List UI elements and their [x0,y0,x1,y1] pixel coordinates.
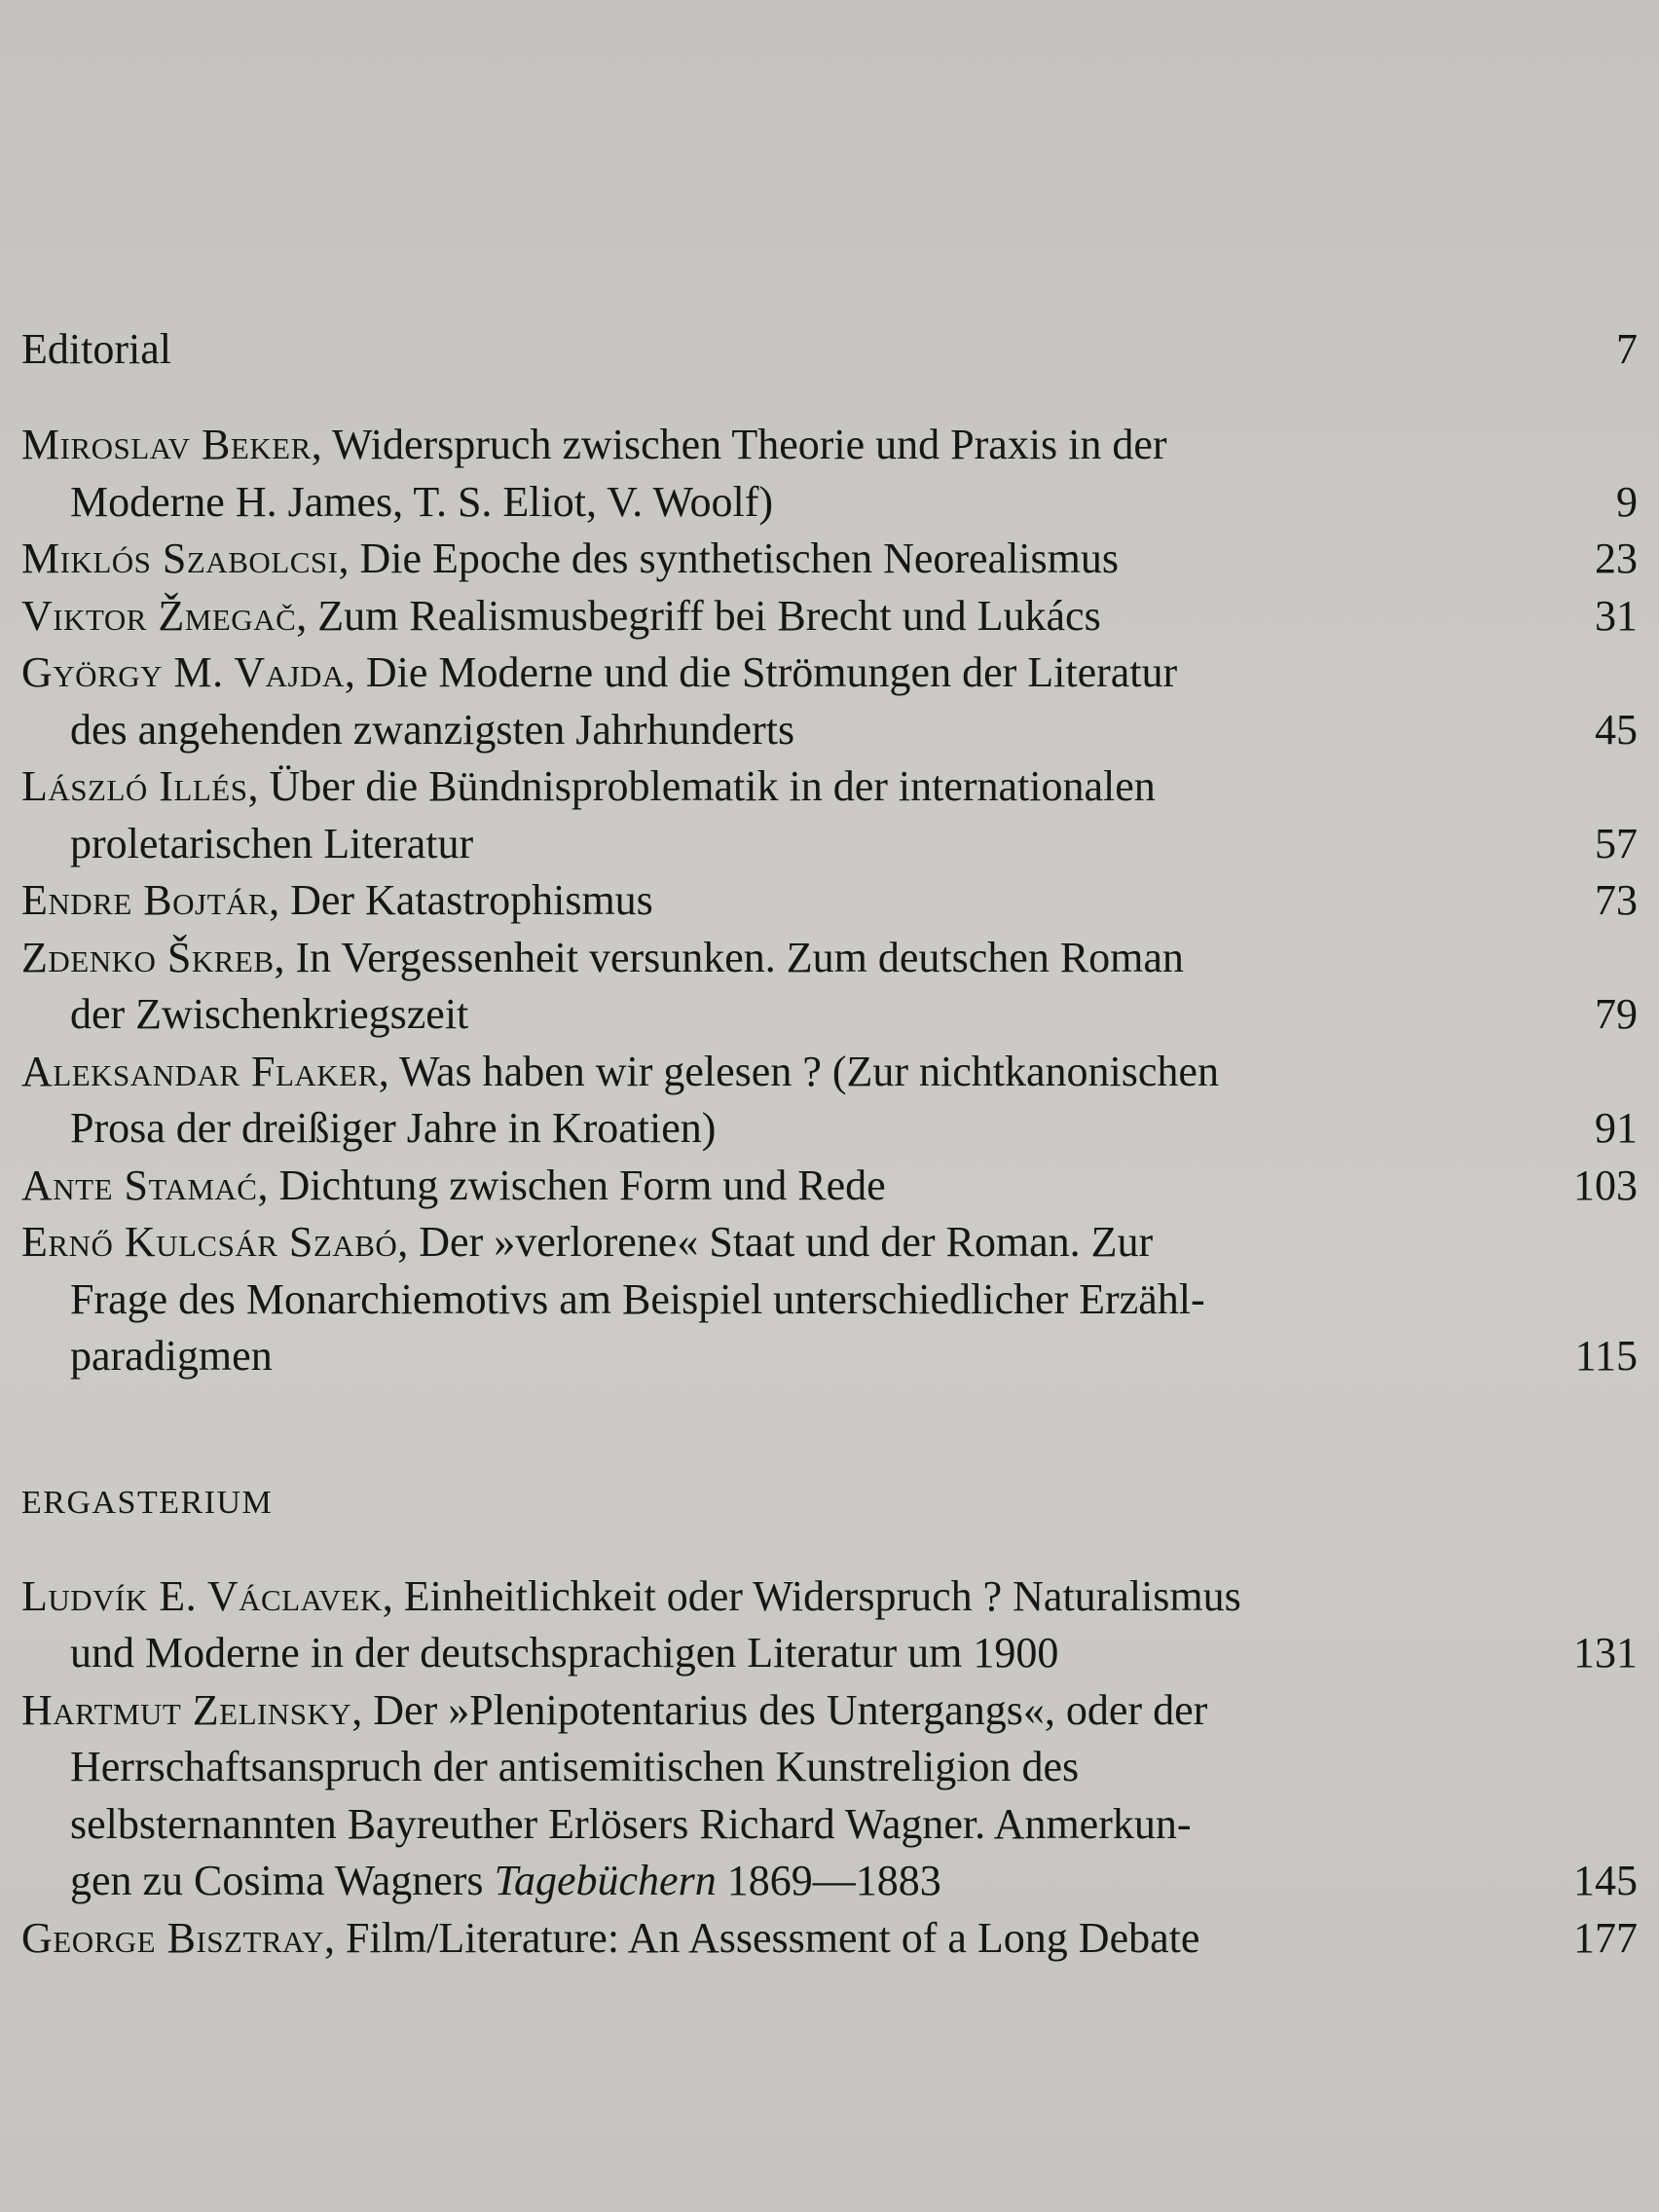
toc-entry: György M. Vajda, Die Moderne und die Strömungen der Literatur des angehenden zwanzigsten Jahrhunderts 45 [21,645,1638,758]
entry-title-line: Der »Plenipotentarius des Untergangs«, oder der [373,1685,1208,1734]
author-name: Ludvík E. Václavek [21,1571,383,1620]
toc-entry: Ludvík E. Václavek, Einheitlichkeit oder Widerspruch ? Naturalismus und Moderne in der deutschsprachigen Literatur um 1900 131 [21,1568,1638,1682]
entry-title-line: Die Epoche des synthetischen Neorealismus [359,535,1119,582]
toc-entry: Hartmut Zelinsky, Der »Plenipotentarius des Untergangs«, oder der Herrschaftsanspruch der antisemitischen Kunstreligion des selbsternannten Bayreuther Erlösers Richard Wagner. Anmerkun- gen zu Cosima Wagners Tagebüchern 1869—1883 145 [21,1682,1638,1910]
author-name: Aleksandar Flaker [21,1047,379,1095]
author-name: Viktor Žmegač [21,591,297,640]
entry-title-line: und Moderne in der deutschsprachigen Literatur um 1900 [70,1629,1059,1677]
toc-entry: Ernő Kulcsár Szabó, Der »verlorene« Staat und der Roman. Zur Frage des Monarchiemotivs am Beispiel unterschiedlicher Erzähl- paradigmen 115 [21,1214,1638,1385]
author-name: George Bisztray [21,1913,324,1962]
author-name: György M. Vajda [21,648,345,696]
toc-entry: László Illés, Über die Bündnisproblematik in der internationalen proletarischen Literatur 57 [21,758,1638,872]
page-number: 115 [1574,1332,1638,1380]
page-number: 145 [1573,1857,1638,1904]
page-number: 91 [1595,1104,1638,1152]
page-number: 131 [1573,1629,1638,1677]
entry-title-line: Film/Literature: An Assessment of a Long Debate [346,1913,1200,1962]
page-number: 79 [1595,990,1638,1038]
toc-entry-editorial [21,321,1638,378]
page-number: 73 [1595,876,1638,924]
entry-title-line: proletarischen Literatur [70,819,474,867]
author-name: László Illés [21,762,248,810]
page-number: 103 [1573,1161,1638,1209]
author-name: Endre Bojtár [21,876,270,924]
entry-title-line: der Zwischenkriegszeit [70,990,469,1038]
toc-entries [21,417,1638,1385]
entry-title-line: selbsternannten Bayreuther Erlösers Richard Wagner. Anmerkun- [70,1799,1192,1848]
author-name: Hartmut Zelinsky [21,1685,352,1734]
entry-title-line: gen zu Cosima Wagners [70,1857,484,1904]
entry-title-line: Dichtung zwischen Form und Rede [278,1161,886,1209]
entry-title-line: paradigmen [70,1332,273,1380]
page-number: 177 [1573,1913,1638,1962]
editorial-title: Editorial [21,325,171,373]
entry-title-line: Der »verlorene« Staat und der Roman. Zur [419,1218,1154,1266]
author-name: Ante Stamać [21,1161,258,1209]
toc-entry: Zdenko Škreb, In Vergessenheit versunken. Zum deutschen Roman der Zwischenkriegszeit 79 [21,930,1638,1044]
entry-title-line: Frage des Monarchiemotivs am Beispiel unterschiedlicher Erzähl- [70,1274,1205,1323]
toc-entry: Endre Bojtár, Der Katastrophismus 73 [21,872,1638,930]
italic-title: Tagebüchern [494,1857,717,1904]
table-of-contents [21,321,1638,1967]
section-heading: ERGASTERIUM [21,1484,274,1521]
entry-title-line: Der Katastrophismus [290,876,653,924]
author-name: Zdenko Škreb [21,933,275,981]
toc-entry: Viktor Žmegač, Zum Realismusbegriff bei Brecht und Lukács 31 [21,588,1638,645]
entry-title-line: In Vergessenheit versunken. Zum deutschen Roman [295,933,1184,981]
page-number: 7 [1616,325,1638,373]
entry-title-line: Widerspruch zwischen Theorie und Praxis in der [331,421,1167,468]
page-number: 31 [1595,591,1638,640]
entry-title-line: Moderne H. James, T. S. Eliot, V. Woolf) [70,477,774,526]
page-number: 57 [1595,819,1638,867]
entry-title-line: Was haben wir gelesen ? (Zur nichtkanonischen [399,1047,1219,1095]
author-name: Miklós Szabolcsi [21,535,339,582]
toc-entry: George Bisztray, Film/Literature: An Assessment of a Long Debate 177 [21,1910,1638,1968]
toc-entry: Miroslav Beker, Widerspruch zwischen Theorie und Praxis in der Moderne H. James, T. S. Eliot, V. Woolf) 9 [21,417,1638,531]
entry-title-line: Über die Bündnisproblematik in der internationalen [269,762,1156,810]
toc-entry: Aleksandar Flaker, Was haben wir gelesen ? (Zur nichtkanonischen Prosa der dreißiger Jahre in Kroatien) 91 [21,1044,1638,1158]
toc-entry: Ante Stamać, Dichtung zwischen Form und Rede 103 [21,1158,1638,1215]
entry-title-line: Zum Realismusbegriff bei Brecht und Lukács [317,591,1101,640]
author-name: Miroslav Beker [21,421,312,468]
page-number: 45 [1595,705,1638,754]
author-name: Ernő Kulcsár Szabó [21,1218,398,1266]
entry-title-line: Die Moderne und die Strömungen der Literatur [365,648,1178,696]
entry-title-line: Herrschaftsanspruch der antisemitischen Kunstreligion des [70,1743,1080,1790]
entry-title-line: des angehenden zwanzigsten Jahrhunderts [70,705,795,754]
entry-title-line: Prosa der dreißiger Jahre in Kroatien) [70,1104,717,1152]
entry-title-line: Einheitlichkeit oder Widerspruch ? Naturalismus [403,1571,1241,1620]
toc-entry: Miklós Szabolcsi, Die Epoche des synthetischen Neorealismus 23 [21,531,1638,588]
entry-title-line: 1869—1883 [726,1857,941,1904]
section-entries [21,1568,1638,1968]
page-number: 23 [1595,535,1638,582]
page-number: 9 [1616,477,1638,526]
